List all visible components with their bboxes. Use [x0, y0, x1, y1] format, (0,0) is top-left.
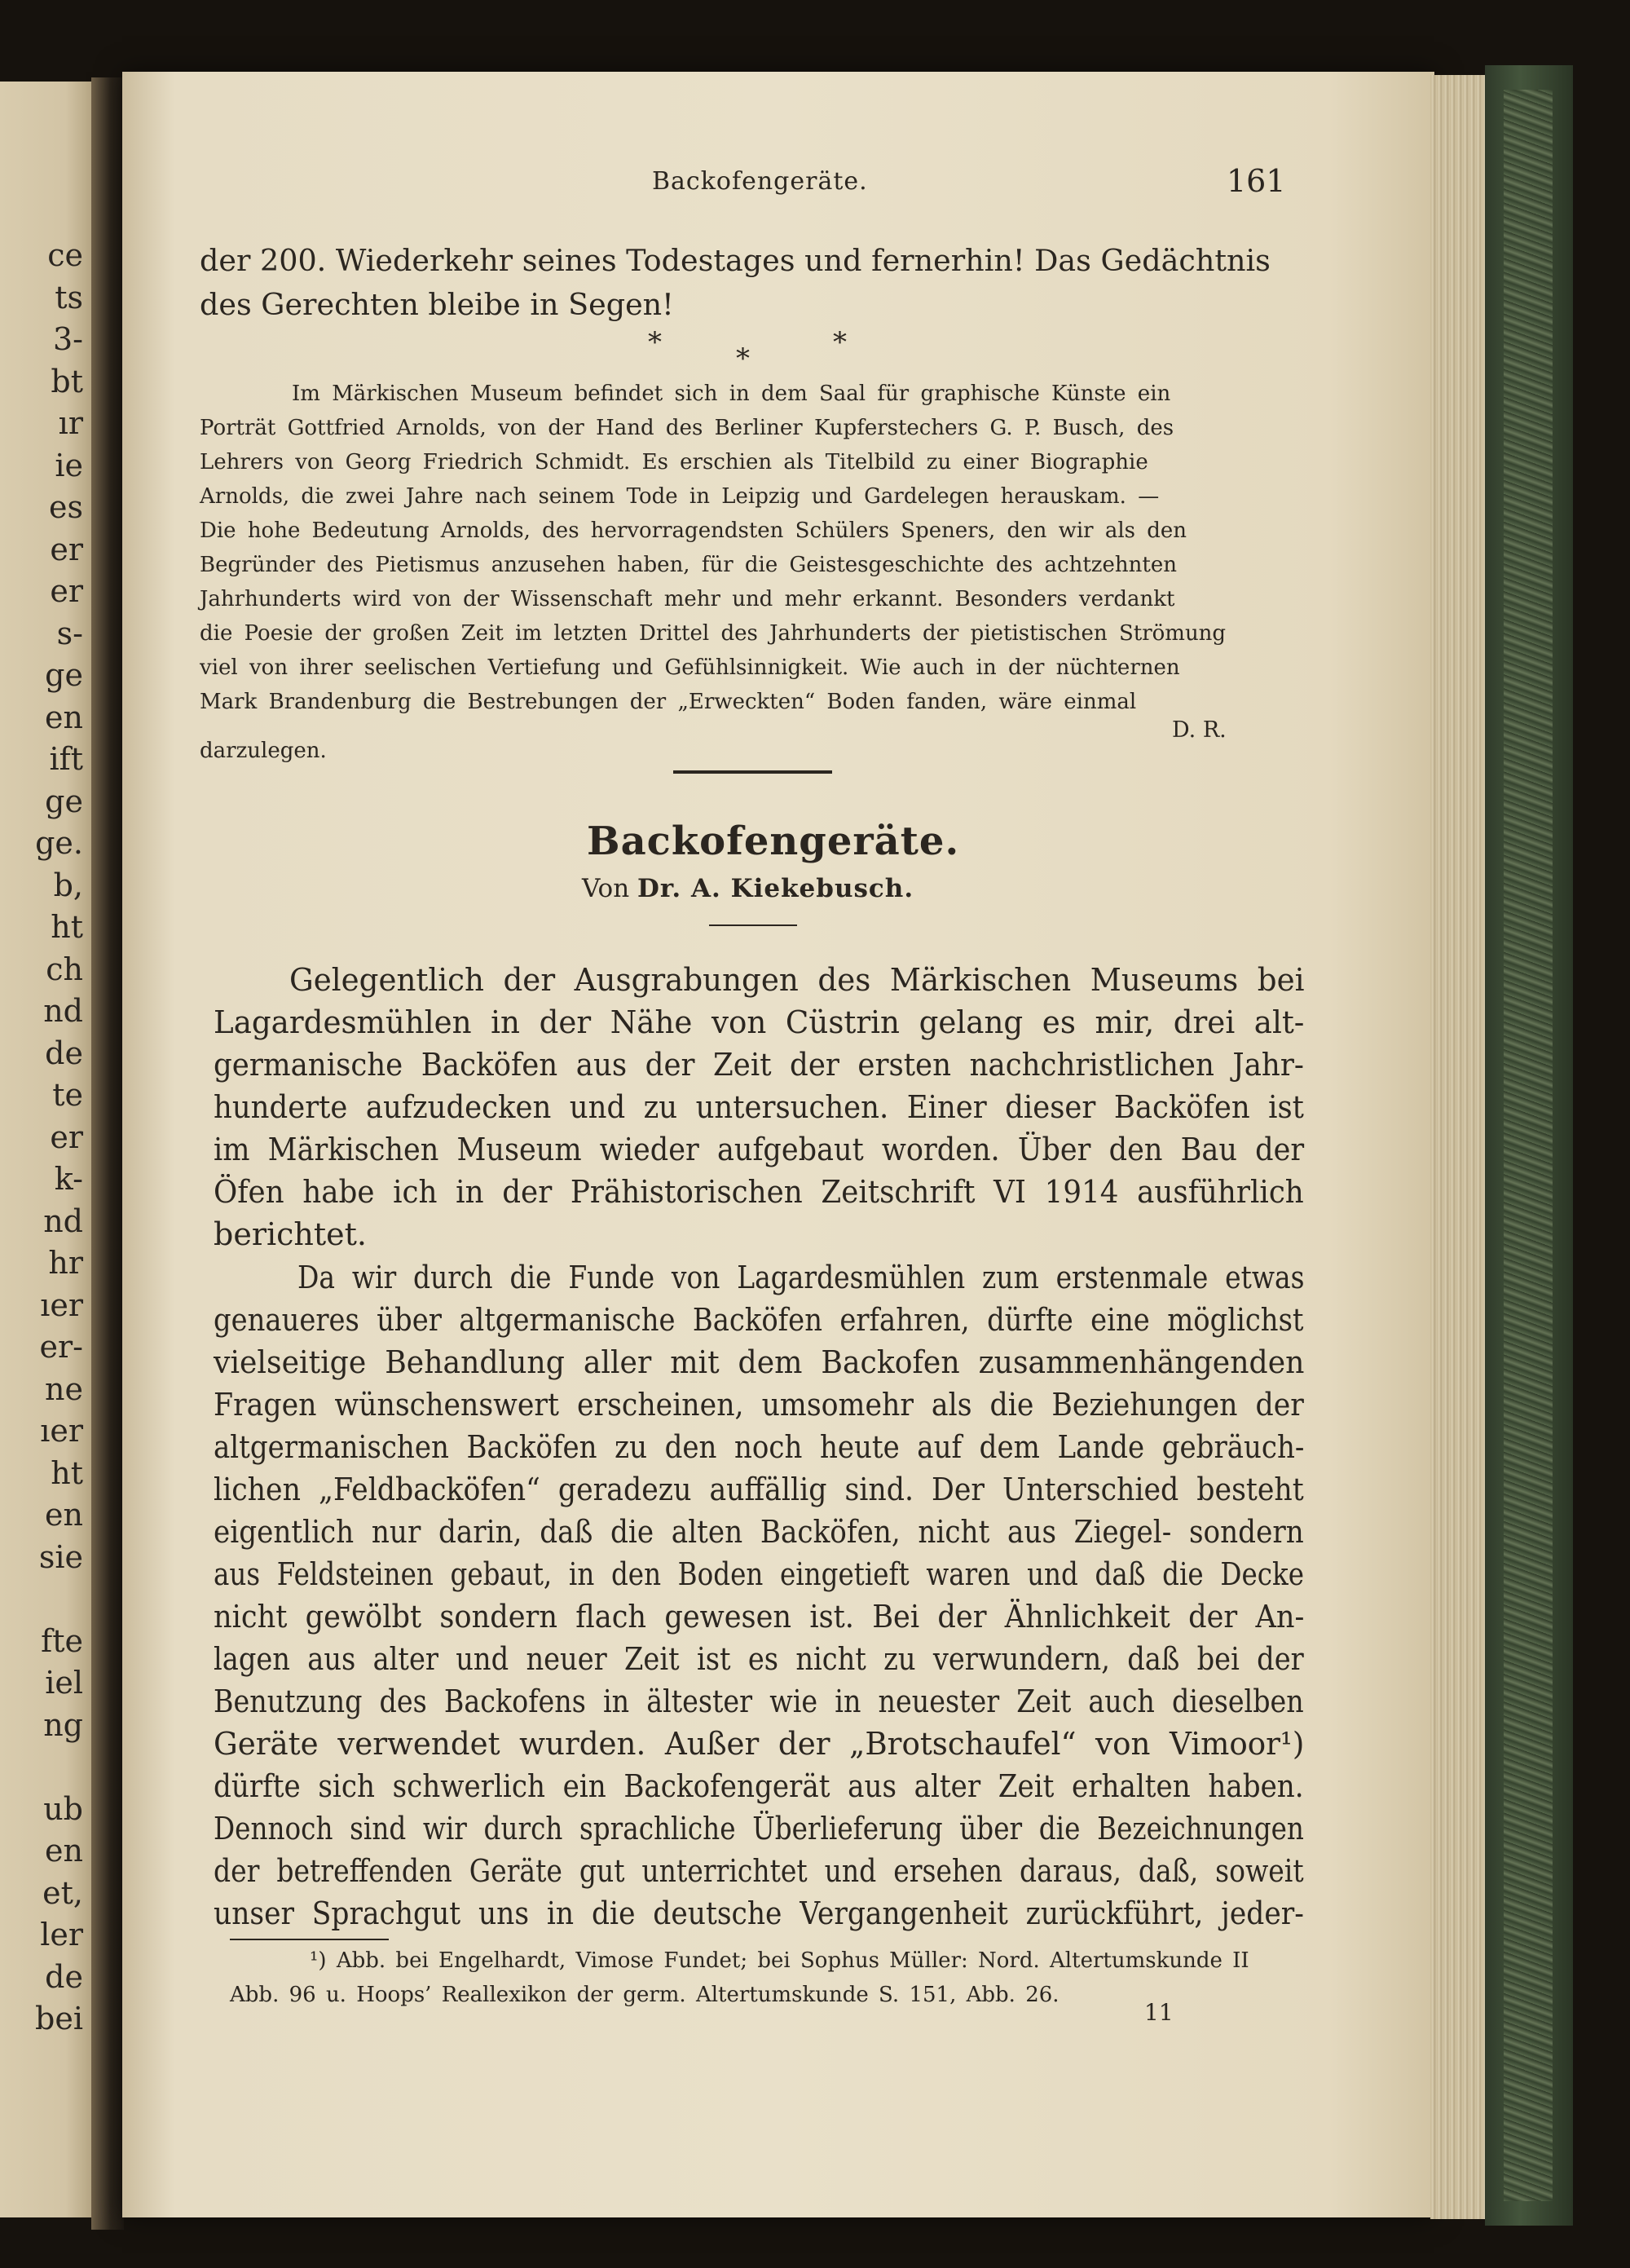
- closing-line-1: der 200. Wiederkehr seines Todestages und fernerhin! Das Gedächtnis: [200, 243, 1271, 278]
- left-fragment: ng: [43, 1706, 83, 1743]
- note-line-4: Arnolds, die zwei Jahre nach seinem Tode in Leipzig und Gardelegen herauskam. —: [200, 484, 1160, 509]
- page-number: 161: [1227, 163, 1286, 199]
- asterism-star-2: *: [736, 342, 750, 375]
- left-fragment: k-: [54, 1161, 83, 1197]
- left-fragment: es: [49, 489, 83, 525]
- left-fragment: en: [45, 699, 83, 735]
- body-line-3: germanische Backöfen aus der Zeit der ersten nachchristlichen Jahr-: [214, 1047, 1304, 1083]
- left-fragment: b,: [53, 867, 83, 903]
- left-fragment: en: [45, 1497, 83, 1533]
- left-fragment: ch: [46, 951, 83, 987]
- note-line-5: Die hohe Bedeutung Arnolds, des hervorragendsten Schülers Speners, den wir als den: [200, 518, 1187, 543]
- body-line-10: vielseitige Behandlung aller mit dem Backofen zusammenhängenden: [214, 1344, 1305, 1380]
- asterism-star-1: *: [648, 326, 662, 359]
- asterism-star-3: *: [833, 326, 847, 359]
- left-fragment: er: [50, 573, 83, 609]
- left-fragment: en: [45, 1833, 83, 1869]
- left-fragment: bt: [51, 363, 83, 399]
- sheet-signature: 11: [1144, 1999, 1174, 2026]
- body-line-18: Benutzung des Backofens in ältester wie in neuester Zeit auch dieselben: [214, 1683, 1304, 1719]
- body-line-6: Öfen habe ich in der Prähistorischen Zeitschrift VI 1914 ausführlich: [214, 1174, 1304, 1210]
- left-fragment: ge: [45, 657, 83, 693]
- left-fragment: 3-: [52, 321, 83, 357]
- body-line-11: Fragen wünschenswert erscheinen, umsomehr als die Beziehungen der: [214, 1387, 1304, 1423]
- section-divider: [673, 770, 832, 774]
- left-fragment: ie: [55, 447, 83, 483]
- left-fragment: ıer: [40, 1413, 83, 1449]
- left-fragment: ht: [51, 1454, 83, 1491]
- note-line-11: darzulegen.: [200, 739, 327, 763]
- left-fragment: ler: [40, 1917, 83, 1953]
- left-fragment: ift: [49, 741, 83, 777]
- article-title: Backofengeräte.: [587, 819, 960, 864]
- left-fragment: ıer: [40, 1286, 83, 1323]
- body-line-23: unser Sprachgut uns in die deutsche Vergangenheit zurückführt, jeder-: [214, 1895, 1304, 1931]
- footnote-line-2: Abb. 96 u. Hoops’ Reallexikon der germ. Altertumskunde S. 151, Abb. 26.: [230, 1983, 1060, 2007]
- title-rule: [709, 924, 797, 926]
- left-fragment: et,: [42, 1874, 83, 1911]
- left-fragment: s-: [56, 615, 83, 651]
- article-byline: [582, 874, 914, 903]
- left-fragment: ub: [43, 1790, 83, 1827]
- body-line-12: altgermanischen Backöfen zu den noch heute auf dem Lande gebräuch-: [214, 1429, 1305, 1465]
- running-title: Backofengeräte.: [652, 167, 868, 196]
- left-fragment: er-: [39, 1329, 83, 1365]
- left-fragment: bei: [35, 2001, 83, 2036]
- note-signature: D. R.: [1172, 717, 1227, 743]
- left-fragment: hr: [48, 1245, 83, 1281]
- note-line-9: viel von ihrer seelischen Vertiefung und Gefühlsinnigkeit. Wie auch in der nüchternen: [200, 655, 1180, 680]
- body-line-15: aus Feldsteinen gebaut, in den Boden eingetieft waren und daß die Decke: [214, 1556, 1305, 1592]
- body-line-13: lichen „Feldbacköfen“ geradezu auffällig sind. Der Unterschied besteht: [214, 1472, 1304, 1507]
- note-line-2: Porträt Gottfried Arnolds, von der Hand des Berliner Kupferstechers G. P. Busch, des: [200, 416, 1174, 440]
- left-fragment: ne: [45, 1370, 83, 1407]
- note-line-8: die Poesie der großen Zeit im letzten Drittel des Jahrhunderts der pietistischen Strömung: [200, 621, 1227, 646]
- body-line-8: Da wir durch die Funde von Lagardesmühlen zum erstenmale etwas: [297, 1260, 1305, 1295]
- body-line-22: der betreffenden Geräte gut unterrichtet und ersehen daraus, daß, soweit: [214, 1853, 1304, 1889]
- left-fragment: ts: [55, 279, 83, 315]
- body-line-21: Dennoch sind wir durch sprachliche Überlieferung über die Bezeichnungen: [214, 1811, 1304, 1847]
- left-fragment: ce: [47, 237, 83, 273]
- left-fragment: nd: [43, 993, 83, 1029]
- left-fragment: fte: [41, 1622, 83, 1659]
- body-line-2: Lagardesmühlen in der Nähe von Cüstrin gelang es mir, drei alt-: [214, 1004, 1305, 1040]
- body-line-4: hunderte aufzudecken und zu untersuchen. Einer dieser Backöfen ist: [214, 1089, 1304, 1125]
- body-line-19: Geräte verwendet wurden. Außer der „Brotschaufel“ von Vimoor¹): [214, 1726, 1305, 1762]
- note-line-1: Im Märkischen Museum befindet sich in dem Saal für graphische Künste ein: [292, 382, 1171, 406]
- left-fragment: de: [45, 1958, 83, 1995]
- footnote-line-1: ¹) Abb. bei Engelhardt, Vimose Fundet; bei Sophus Müller: Nord. Altertumskunde II: [310, 1948, 1249, 1973]
- left-fragment: te: [52, 1077, 83, 1113]
- left-fragment: er: [50, 531, 83, 567]
- left-fragment: sie: [38, 1538, 83, 1575]
- left-fragment: ır: [58, 405, 83, 441]
- note-line-7: Jahrhunderts wird von der Wissenschaft mehr und mehr erkannt. Besonders verdankt: [200, 587, 1175, 611]
- footnote-rule: [230, 1939, 389, 1940]
- left-fragment: nd: [43, 1202, 83, 1239]
- left-fragment: de: [45, 1035, 83, 1071]
- body-line-7: berichtet.: [214, 1216, 367, 1252]
- body-line-16: nicht gewölbt sondern flach gewesen ist. Bei der Ähnlichkeit der An-: [214, 1599, 1305, 1635]
- body-line-17: lagen aus alter und neuer Zeit ist es nicht zu verwundern, daß bei der: [214, 1641, 1304, 1677]
- article-author: Dr. A. Kiekebusch.: [637, 874, 914, 903]
- body-line-9: genaueres über altgermanische Backöfen erfahren, dürfte eine möglichst: [214, 1302, 1304, 1338]
- left-fragment: iel: [45, 1665, 83, 1701]
- closing-line-2: des Gerechten bleibe in Segen!: [200, 287, 674, 322]
- body-line-1: Gelegentlich der Ausgrabungen des Märkischen Museums bei: [289, 962, 1305, 998]
- body-line-5: im Märkischen Museum wieder aufgebaut worden. Über den Bau der: [214, 1132, 1305, 1167]
- left-fragment: ge: [45, 783, 83, 819]
- left-fragment: er: [50, 1119, 83, 1155]
- byline-prefix: Von: [582, 874, 630, 903]
- left-fragment: ht: [51, 909, 83, 945]
- body-line-20: dürfte sich schwerlich ein Backofengerät aus alter Zeit erhalten haben.: [214, 1768, 1304, 1804]
- note-line-10: Mark Brandenburg die Bestrebungen der „Erweckten“ Boden fanden, wäre einmal: [200, 690, 1137, 714]
- left-fragment: ge.: [35, 825, 83, 861]
- note-line-6: Begründer des Pietismus anzusehen haben, für die Geistesgeschichte des achtzehnten: [200, 553, 1177, 577]
- note-line-3: Lehrers von Georg Friedrich Schmidt. Es erschien als Titelbild zu einer Biographie: [200, 450, 1148, 474]
- body-line-14: eigentlich nur darin, daß die alten Backöfen, nicht aus Ziegel- sondern: [214, 1514, 1304, 1550]
